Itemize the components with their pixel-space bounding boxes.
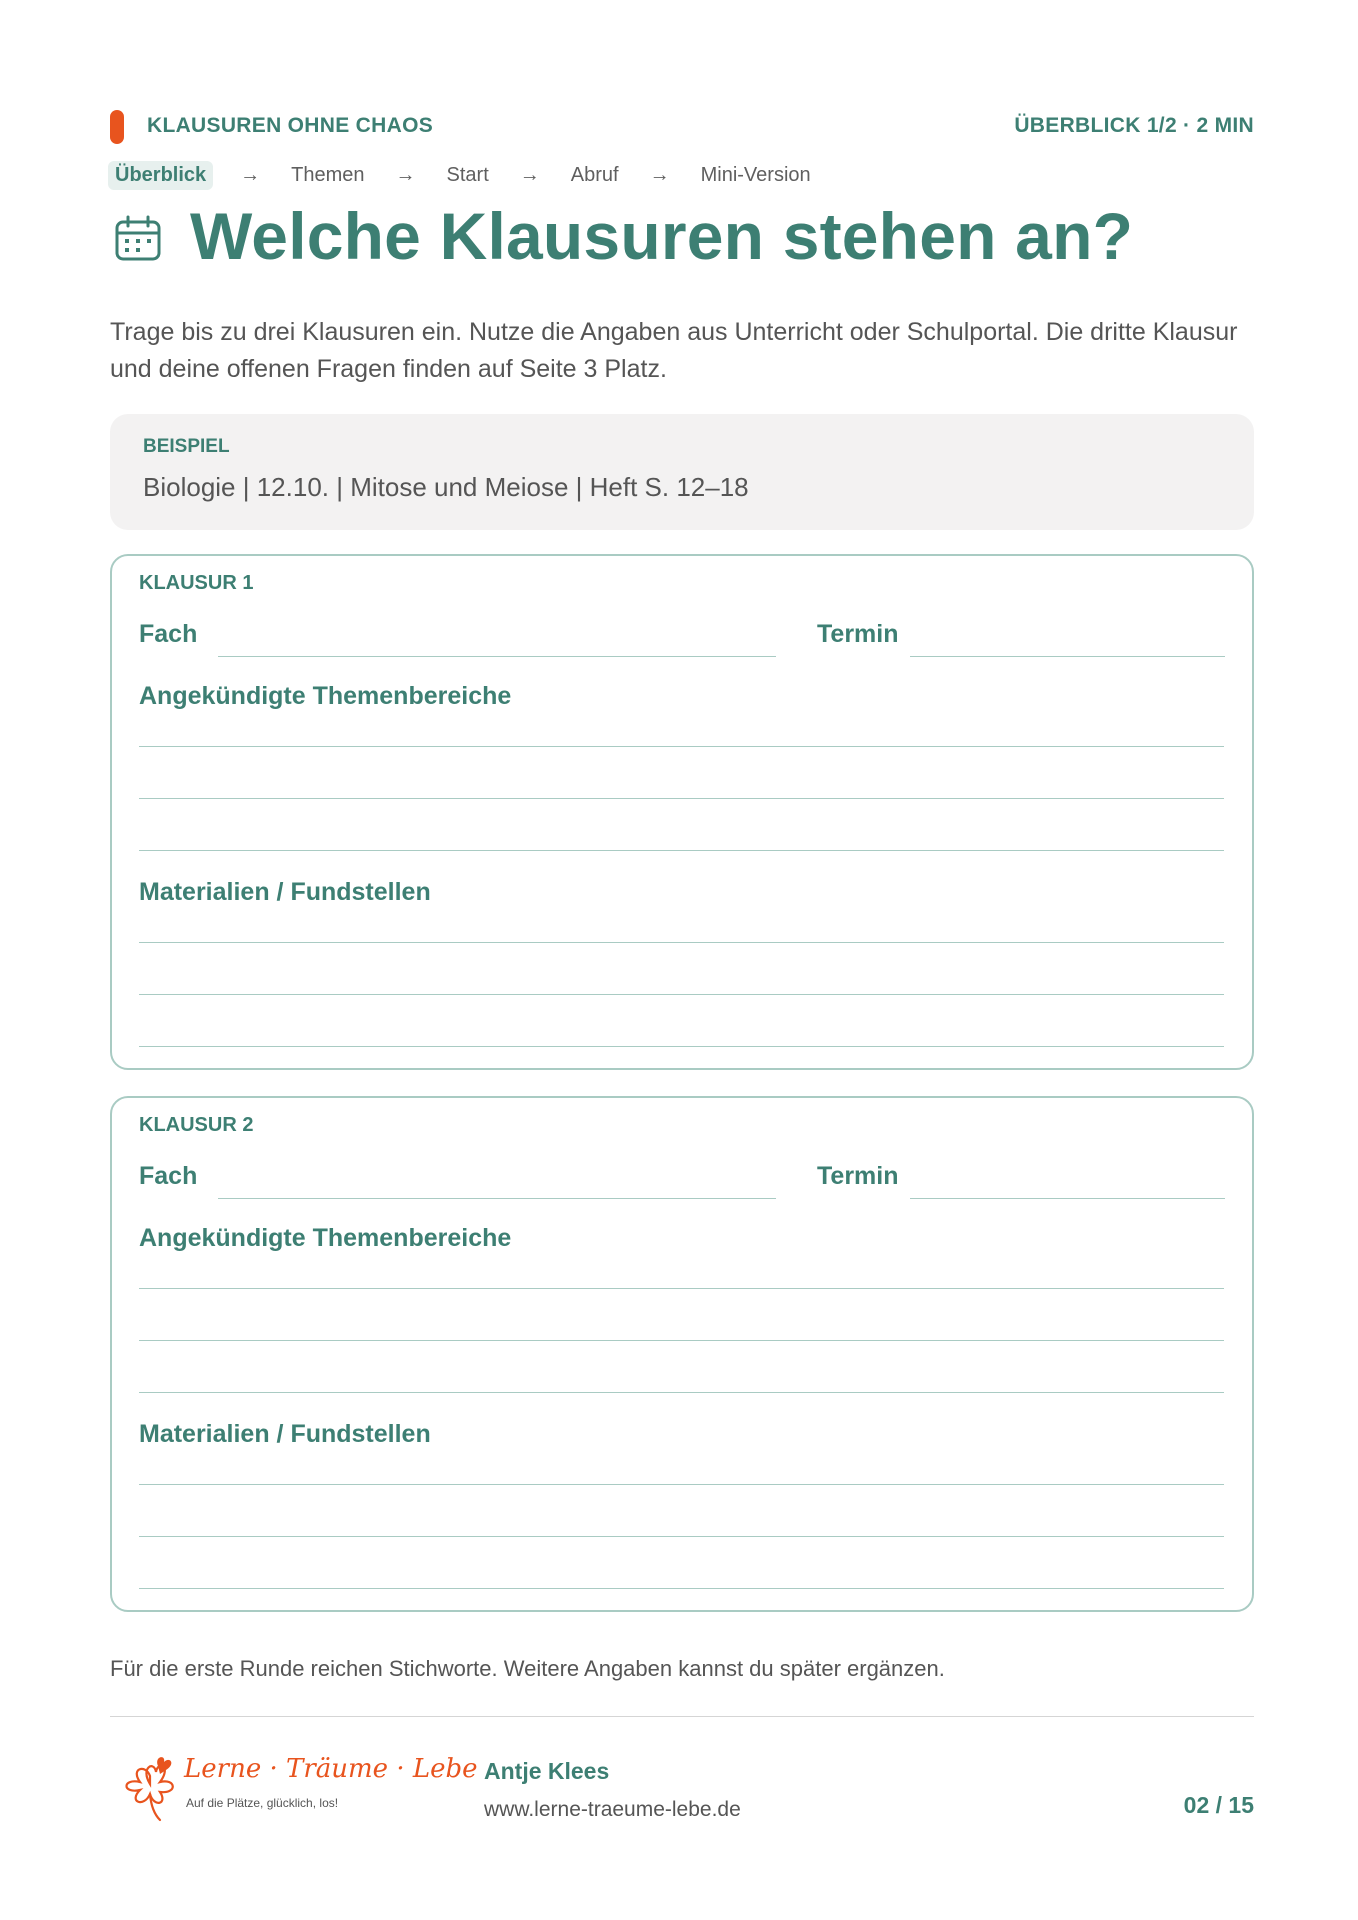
breadcrumb-item-mini-version[interactable]: Mini-Version <box>700 163 811 186</box>
topics-label: Angekündigte Themenbereiche <box>139 1224 512 1252</box>
fach-label: Fach <box>139 1162 198 1190</box>
fach-input-line[interactable] <box>218 1198 776 1199</box>
page-number: 02 / 15 <box>1183 1792 1254 1818</box>
materials-label: Materialien / Fundstellen <box>139 878 431 906</box>
topics-input-line[interactable] <box>139 1340 1224 1341</box>
footer-divider <box>110 1716 1254 1717</box>
termin-label: Termin <box>817 1162 899 1190</box>
example-label: BEISPIEL <box>143 436 230 457</box>
logo-text: Lerne · Träume · Lebe <box>184 1754 478 1784</box>
topics-input-line[interactable] <box>139 746 1224 747</box>
arrow-right-icon: → <box>240 163 261 186</box>
termin-input-line[interactable] <box>910 656 1225 657</box>
materials-input-line[interactable] <box>139 1536 1224 1537</box>
klausur-label: KLAUSUR 2 <box>139 1114 254 1136</box>
materials-input-line[interactable] <box>139 1046 1224 1047</box>
topics-input-line[interactable] <box>139 1392 1224 1393</box>
accent-bar <box>110 110 124 144</box>
arrow-right-icon: → <box>649 163 670 186</box>
fach-label: Fach <box>139 620 198 648</box>
materials-label: Materialien / Fundstellen <box>139 1420 431 1448</box>
breadcrumb <box>108 160 815 190</box>
termin-label: Termin <box>817 620 899 648</box>
series-title: KLAUSUREN OHNE CHAOS <box>147 114 434 137</box>
topics-input-line[interactable] <box>139 850 1224 851</box>
arrow-right-icon: → <box>395 163 416 186</box>
logo-tagline: Auf die Plätze, glücklich, los! <box>186 1796 339 1810</box>
breadcrumb-item-start[interactable]: Start <box>446 163 489 186</box>
materials-input-line[interactable] <box>139 1484 1224 1485</box>
topics-label: Angekündigte Themenbereiche <box>139 682 512 710</box>
topics-input-line[interactable] <box>139 798 1224 799</box>
example-text: Biologie | 12.10. | Mitose und Meiose | Heft S. 12–18 <box>143 472 749 502</box>
breadcrumb-item-themen[interactable]: Themen <box>291 163 365 186</box>
clover-logo-icon <box>118 1748 182 1824</box>
brand-logo <box>118 1748 478 1824</box>
fach-input-line[interactable] <box>218 656 776 657</box>
materials-input-line[interactable] <box>139 994 1224 995</box>
hint-text: Für die erste Runde reichen Stichworte. Weitere Angaben kannst du später ergänzen. <box>110 1656 945 1681</box>
calendar-icon <box>114 214 162 262</box>
intro-text: Trage bis zu drei Klausuren ein. Nutze die Angaben aus Unterricht oder Schulportal. Die dritte Klausur und deine offenen Fragen finden auf Seite 3 Platz. <box>110 318 1238 383</box>
example-box <box>110 414 1254 530</box>
termin-input-line[interactable] <box>910 1198 1225 1199</box>
breadcrumb-item-ueberblick[interactable]: Überblick <box>108 161 213 190</box>
arrow-right-icon: → <box>519 163 540 186</box>
website-link[interactable]: www.lerne-traeume-lebe.de <box>484 1798 741 1821</box>
klausur-label: KLAUSUR 1 <box>139 572 254 594</box>
topics-input-line[interactable] <box>139 1288 1224 1289</box>
page-title: Welche Klausuren stehen an? <box>190 199 1134 273</box>
breadcrumb-item-abruf[interactable]: Abruf <box>570 163 619 186</box>
materials-input-line[interactable] <box>139 1588 1224 1589</box>
progress-indicator: ÜBERBLICK 1/2 · 2 MIN <box>1014 114 1254 137</box>
klausur-card-1 <box>110 554 1254 1070</box>
klausur-card-2 <box>110 1096 1254 1612</box>
materials-input-line[interactable] <box>139 942 1224 943</box>
author-name: Antje Klees <box>484 1758 610 1784</box>
